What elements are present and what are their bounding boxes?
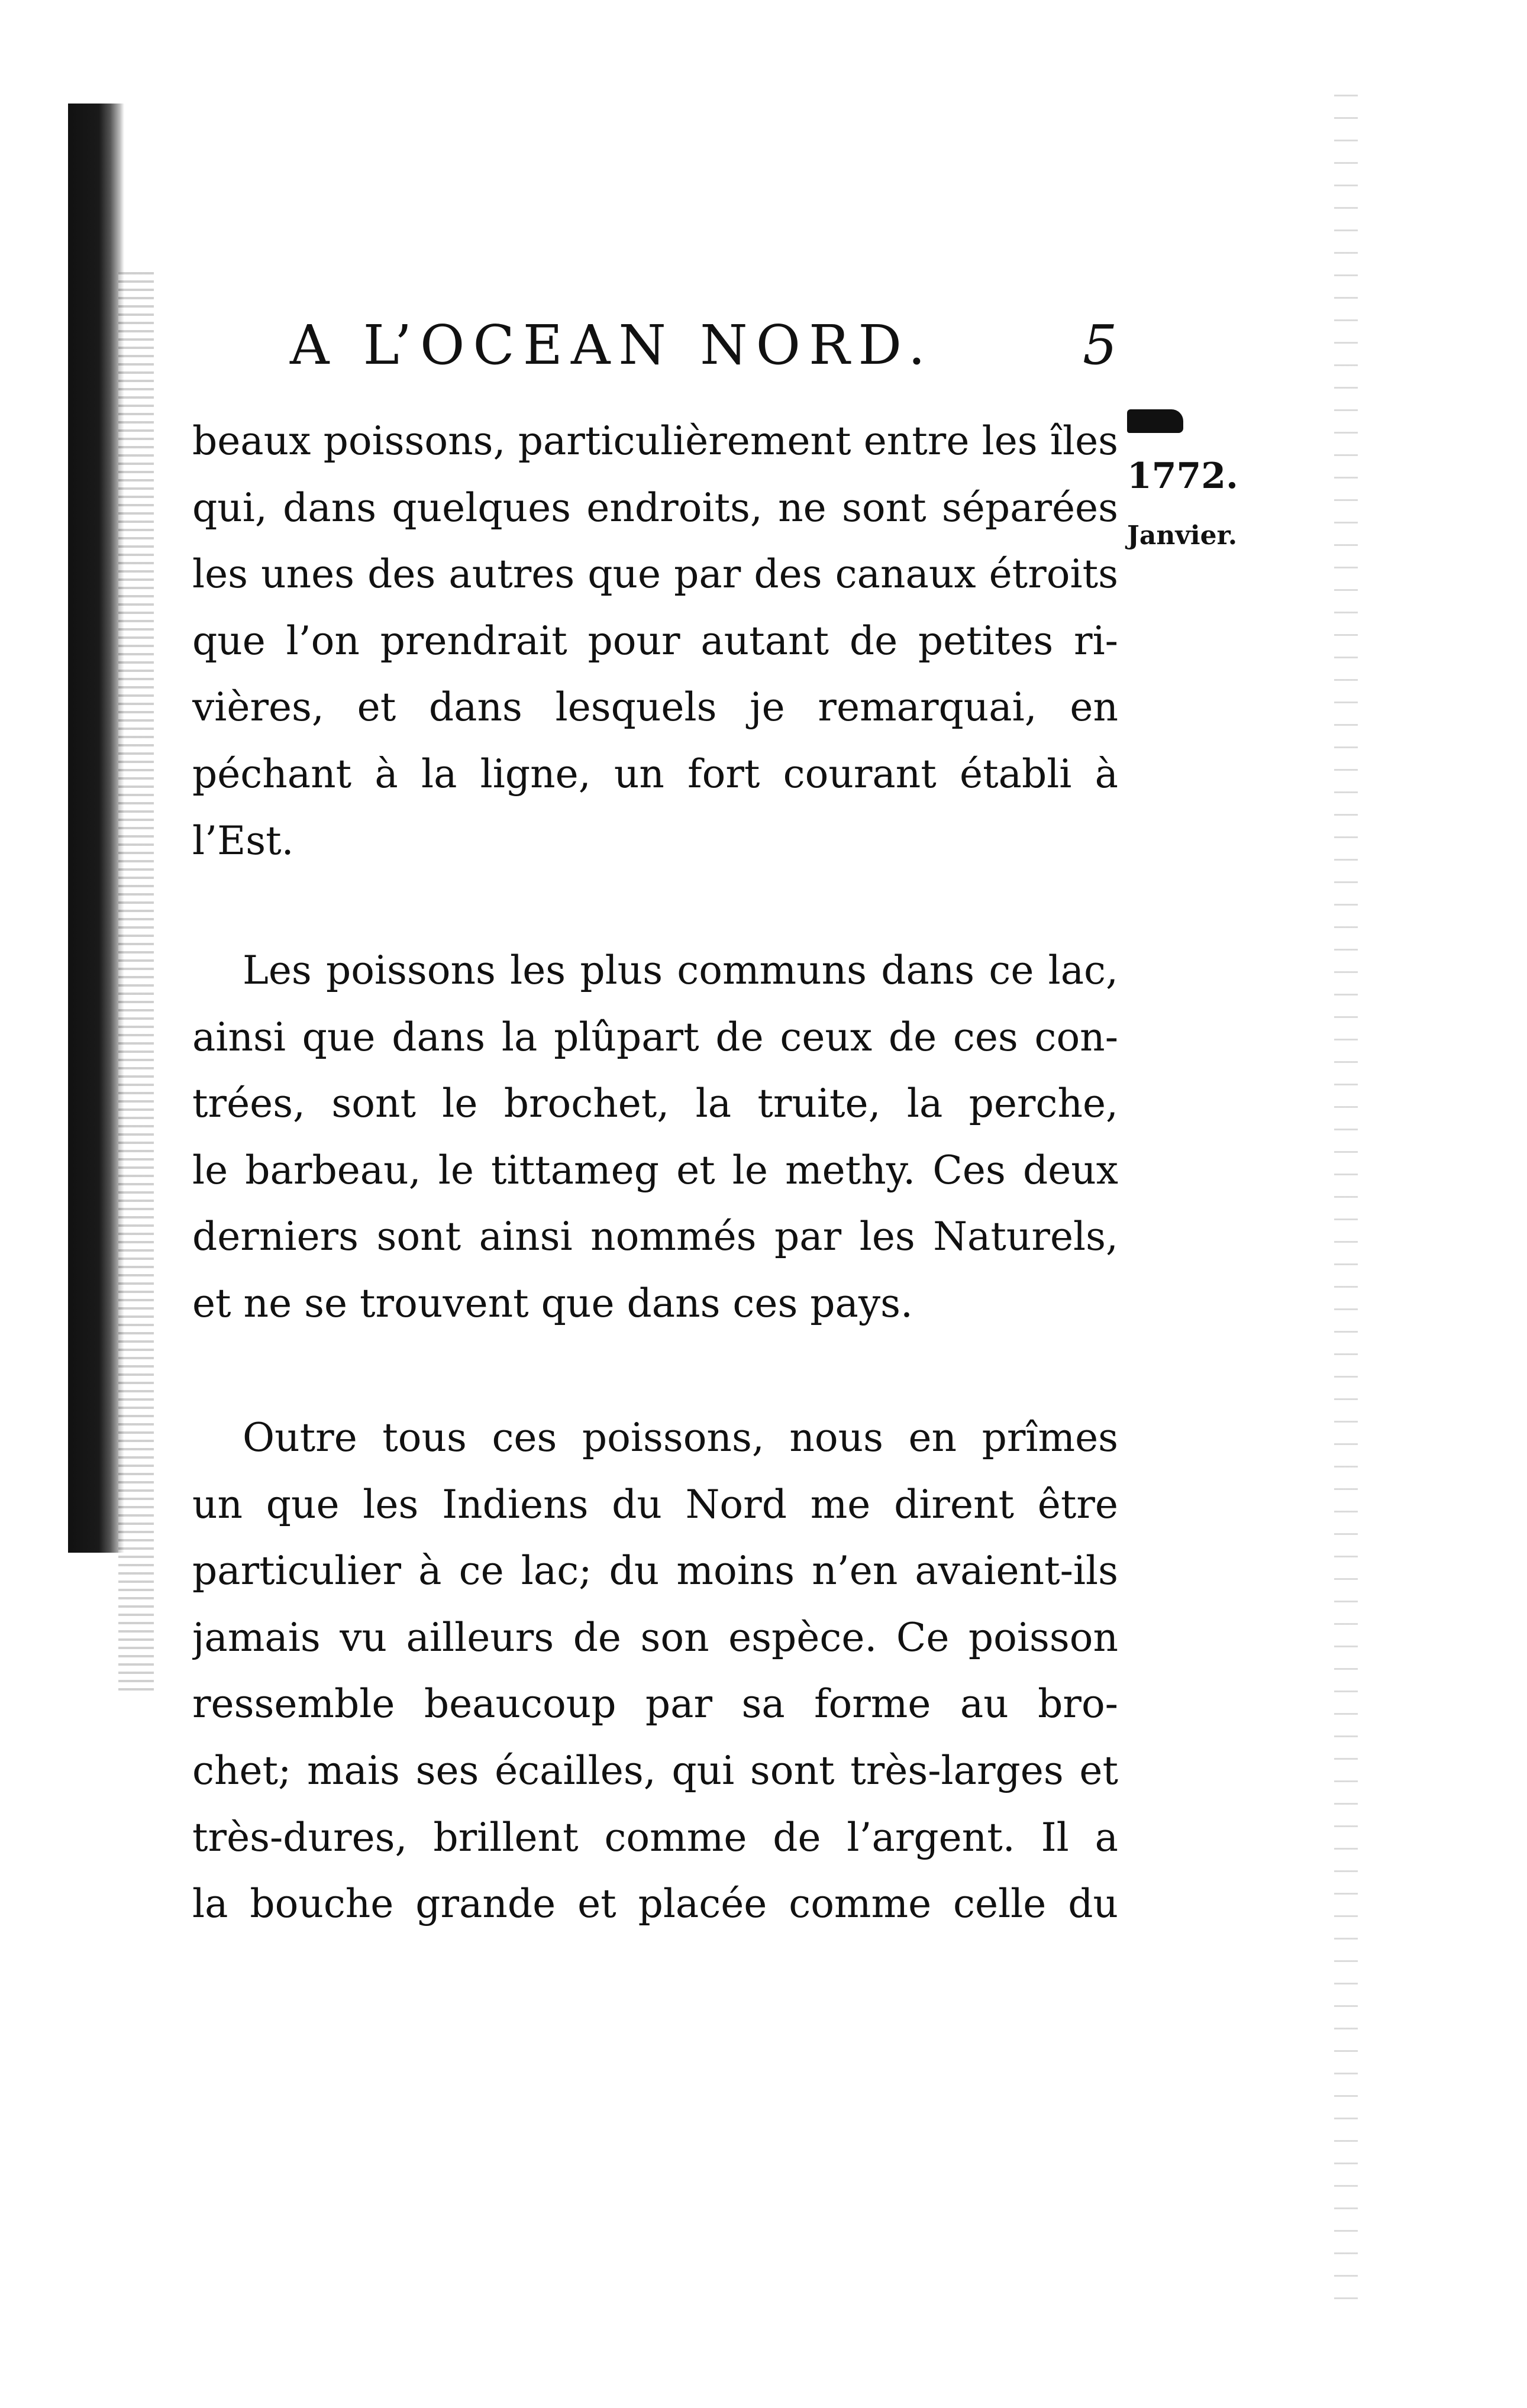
text-line: le barbeau, le tittameg et le methy. Ces deux (192, 1147, 1118, 1193)
text-line: derniers sont ainsi nommés par les Naturels, (192, 1214, 1118, 1260)
text-line: péchant à la ligne, un fort courant établi à (192, 751, 1118, 797)
text-line: très-dures, brillent comme de l’argent. Il a (192, 1814, 1118, 1860)
margin-note-month: Janvier. (1127, 521, 1238, 551)
text-line: les unes des autres que par des canaux étroits (192, 551, 1118, 597)
page-number: 5 (1083, 313, 1118, 377)
page-header (290, 313, 1118, 384)
binding-speckle (118, 272, 154, 1692)
paragraph-2 (192, 938, 1118, 1337)
text-line: que l’on prendrait pour autant de petites ri- (192, 618, 1118, 664)
text-line: trées, sont le brochet, la truite, la perche, (192, 1081, 1118, 1127)
text-line: ressemble beaucoup par sa forme au bro- (192, 1681, 1118, 1727)
text-line: Les poissons les plus communs dans ce lac, (243, 948, 1118, 993)
text-line: ainsi que dans la plûpart de ceux de ces con- (192, 1014, 1118, 1060)
text-line: un que les Indiens du Nord me dirent être (192, 1481, 1118, 1527)
text-line: particulier à ce lac; du moins n’en avaient-ils (192, 1548, 1118, 1594)
paragraph-3 (192, 1405, 1118, 1938)
text-line: la bouche grande et placée comme celle du (192, 1881, 1118, 1927)
edge-speckle (1334, 95, 1358, 2313)
text-line: jamais vu ailleurs de son espèce. Ce poisson (192, 1614, 1118, 1660)
paragraph-1 (192, 408, 1118, 874)
text-line: Outre tous ces poissons, nous en prîmes (243, 1415, 1118, 1460)
ink-blot-mark (1127, 409, 1183, 433)
text-line: chet; mais ses écailles, qui sont très-larges et (192, 1747, 1118, 1793)
running-head: A L’OCEAN NORD. (290, 313, 934, 377)
text-line: et ne se trouvent que dans ces pays. (192, 1280, 913, 1326)
page-binding-shadow (68, 104, 124, 1553)
text-line: vières, et dans lesquels je remarquai, en (192, 684, 1118, 731)
margin-note-year: 1772. (1127, 455, 1238, 497)
text-line: l’Est. (192, 817, 294, 864)
text-line: beaux poissons, particulièrement entre les îles (192, 418, 1118, 464)
text-line: qui, dans quelques endroits, ne sont séparées (192, 484, 1118, 531)
